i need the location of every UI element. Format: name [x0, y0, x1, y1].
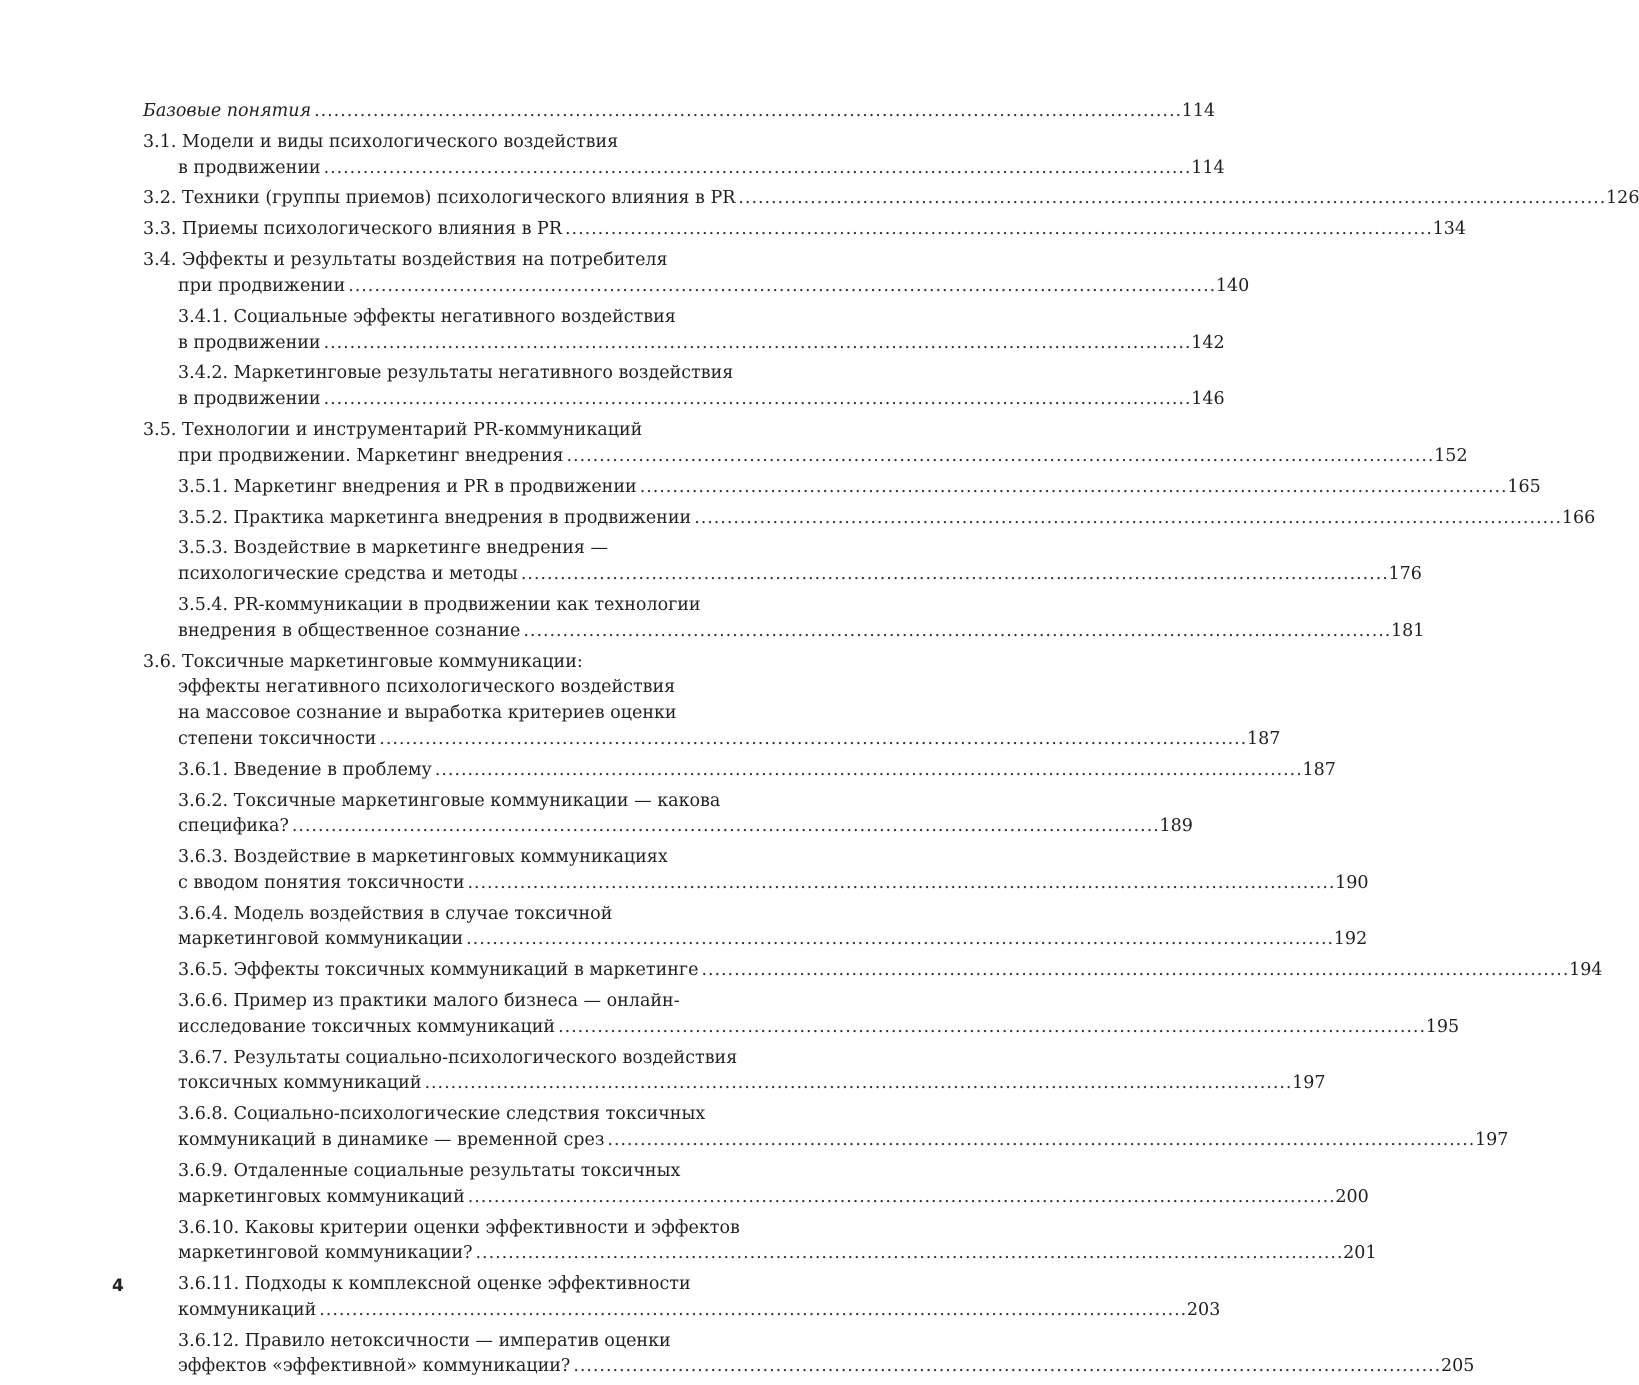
toc-entry-title-line: 3.5.3. Воздействие в маркетинге внедрения — [178, 538, 608, 559]
dot-leader [738, 186, 1603, 212]
toc-page-number: 181 [1391, 620, 1425, 641]
toc-entry[interactable] [143, 845, 1369, 896]
dot-leader [523, 619, 1388, 645]
toc-entry-title-line: 3.5. Технологии и инструментарий PR-коммуникаций [143, 420, 643, 441]
toc-page-number: 190 [1335, 872, 1369, 893]
toc-page-number: 146 [1191, 389, 1225, 410]
toc-entry[interactable] [143, 1102, 1509, 1153]
dot-leader [466, 927, 1331, 953]
toc-page-number: 142 [1191, 332, 1225, 353]
toc-entry-title-line: 3.2. Техники (группы приемов) психологического влияния в PR [143, 188, 736, 209]
toc-entry-title-line: 3.4. Эффекты и результаты воздействия на потребителя [143, 250, 668, 271]
toc-page-number: 200 [1335, 1186, 1369, 1207]
dot-leader [558, 1015, 1423, 1041]
toc-entry-title-line: 3.4.1. Социальные эффекты негативного воздействия [178, 306, 676, 327]
toc-entry-title-line: маркетинговых коммуникаций [178, 1186, 465, 1207]
dot-leader [567, 444, 1432, 470]
toc-page-number: 152 [1434, 445, 1468, 466]
toc-entry-title-line: токсичных коммуникаций [178, 1073, 422, 1094]
toc-entry[interactable] [143, 1329, 1475, 1380]
dot-leader [319, 1298, 1184, 1324]
toc-entry[interactable] [143, 248, 1250, 299]
toc-entry-title-line: с вводом понятия токсичности [178, 872, 465, 893]
toc-entry-title-line: 3.6.2. Токсичные маркетинговые коммуникации — какова [178, 790, 721, 811]
dot-leader [324, 387, 1189, 413]
toc-entry-title-line: исследование токсичных коммуникаций [178, 1016, 556, 1037]
toc-page-number: 197 [1292, 1073, 1326, 1094]
toc-entry-title-line: 3.6.10. Каковы критерии оценки эффективности и эффектов [178, 1217, 740, 1238]
toc-entry-title-line: 3.6. Токсичные маркетинговые коммуникации: [143, 651, 583, 672]
dot-leader [435, 758, 1300, 784]
toc-entry-title-line: психологические средства и методы [178, 564, 518, 585]
dot-leader [573, 1354, 1438, 1380]
toc-page-number: 114 [1181, 101, 1216, 121]
dot-leader [468, 1185, 1333, 1211]
toc-page-number: 194 [1569, 960, 1603, 981]
toc-page-number: 165 [1507, 476, 1541, 497]
dot-leader [521, 562, 1386, 588]
toc-entry-title-line: эффекты негативного психологического воздействия [178, 677, 676, 698]
toc-entry-title-line: специфика? [178, 816, 289, 837]
toc-page-number: 114 [1191, 157, 1225, 178]
toc-page-number: 201 [1343, 1243, 1377, 1264]
toc-entry[interactable] [143, 186, 1639, 212]
toc-entry-title-line: Базовые понятия [143, 101, 312, 121]
toc-entry[interactable] [143, 650, 1281, 753]
toc-entry[interactable] [143, 217, 1467, 243]
toc-entry-title-line: 3.6.7. Результаты социально-психологического воздействия [178, 1047, 738, 1068]
toc-entry[interactable] [143, 475, 1541, 501]
dot-leader [379, 727, 1244, 753]
toc-entry-title-line: 3.6.9. Отдаленные социальные результаты токсичных [178, 1160, 681, 1181]
toc-entry[interactable] [143, 1046, 1326, 1097]
toc-entry-title-line: 3.5.4. PR-коммуникации в продвижении как технологии [178, 595, 701, 616]
toc-entry-title-line: эффектов «эффективной» коммуникации? [178, 1356, 571, 1377]
toc-entry-title-line: на массовое сознание и выработка критериев оценки [178, 703, 677, 724]
toc-entry[interactable] [143, 130, 1225, 181]
toc-entry-title-line: 3.6.3. Воздействие в маркетинговых коммуникациях [178, 847, 668, 868]
dot-leader [314, 99, 1179, 125]
toc-entry-title-line: коммуникаций [178, 1299, 317, 1320]
toc-entry[interactable] [143, 305, 1225, 356]
toc-entry-title-line: в продвижении [178, 157, 321, 178]
toc-entry-title-line: маркетинговой коммуникации? [178, 1243, 473, 1264]
toc-page-number: 203 [1186, 1299, 1221, 1320]
toc-entry[interactable] [143, 1216, 1377, 1267]
dot-leader [324, 156, 1189, 182]
toc-entry-title-line: 3.3. Приемы психологического влияния в PR [143, 219, 563, 240]
toc-entry-title-line: 3.6.12. Правило нетоксичности — императив оценки [178, 1330, 671, 1351]
toc-entry-title-line: в продвижении [178, 389, 321, 410]
dot-leader [292, 814, 1157, 840]
toc-entry-title-line: при продвижении [178, 275, 346, 296]
toc-entry-title-line: 3.5.2. Практика маркетинга внедрения в продвижении [178, 507, 692, 528]
toc-entry-title-line: маркетинговой коммуникации [178, 929, 464, 950]
toc-entry[interactable] [143, 99, 1216, 125]
dot-leader [476, 1241, 1341, 1267]
toc-entry-title-line: в продвижении [178, 332, 321, 353]
toc-entry[interactable] [143, 958, 1603, 984]
toc-page-number: 197 [1475, 1130, 1509, 1151]
toc-page-number: 205 [1440, 1356, 1475, 1377]
toc-entry[interactable] [143, 361, 1225, 412]
toc-page-number: 140 [1215, 275, 1250, 296]
toc-entry[interactable] [143, 506, 1596, 532]
toc-entry-title-line: коммуникаций в динамике — временной срез [178, 1130, 605, 1151]
toc-entry-title-line: 3.5.1. Маркетинг внедрения и PR в продвижении [178, 476, 637, 497]
dot-leader [565, 217, 1430, 243]
toc-page-number: 192 [1333, 929, 1368, 950]
page-number: 4 [112, 1276, 124, 1296]
toc-entry-title-line: 3.6.4. Модель воздействия в случае токсичной [178, 903, 613, 924]
toc-entry-title-line: 3.6.6. Пример из практики малого бизнеса — онлайн- [178, 991, 680, 1012]
toc-entry-title-line: при продвижении. Маркетинг внедрения [178, 445, 564, 466]
toc-entry-title-line: 3.6.1. Введение в проблему [178, 759, 432, 780]
toc-entry-title-line: 3.6.11. Подходы к комплексной оценке эффективности [178, 1274, 691, 1295]
toc-page-number: 134 [1432, 219, 1467, 240]
dot-leader [324, 331, 1189, 357]
toc-entry-title-line: внедрения в общественное сознание [178, 620, 521, 641]
toc-page-number: 187 [1302, 759, 1336, 780]
toc-entry-title-line: степени токсичности [178, 728, 377, 749]
toc-entry[interactable] [143, 418, 1468, 469]
toc-entry-title-line: 3.1. Модели и виды психологического воздействия [143, 131, 619, 152]
toc-entry[interactable] [143, 758, 1336, 784]
table-of-contents [143, 99, 1639, 1385]
toc-entry[interactable] [143, 989, 1460, 1040]
dot-leader [701, 958, 1566, 984]
toc-entry[interactable] [143, 593, 1425, 644]
dot-leader [640, 475, 1505, 501]
toc-page-number: 189 [1159, 816, 1193, 837]
toc-page-number: 166 [1561, 507, 1596, 528]
dot-leader [607, 1128, 1472, 1154]
dot-leader [348, 274, 1213, 300]
toc-entry[interactable] [143, 536, 1422, 587]
toc-entry[interactable] [143, 1272, 1221, 1323]
toc-page-number: 187 [1246, 728, 1281, 749]
toc-entry[interactable] [143, 789, 1193, 840]
toc-entry-title-line: 3.6.5. Эффекты токсичных коммуникаций в маркетинге [178, 960, 699, 981]
toc-entry[interactable] [143, 902, 1368, 953]
dot-leader [694, 506, 1559, 532]
toc-page-number: 195 [1425, 1016, 1460, 1037]
toc-entry-title-line: 3.6.8. Социально-психологические следствия токсичных [178, 1104, 706, 1125]
dot-leader [467, 871, 1332, 897]
toc-entry[interactable] [143, 1159, 1369, 1210]
toc-page-number: 126 [1606, 188, 1639, 209]
dot-leader [425, 1071, 1290, 1097]
toc-entry-title-line: 3.4.2. Маркетинговые результаты негативного воздействия [178, 363, 734, 384]
toc-page-number: 176 [1388, 564, 1422, 585]
